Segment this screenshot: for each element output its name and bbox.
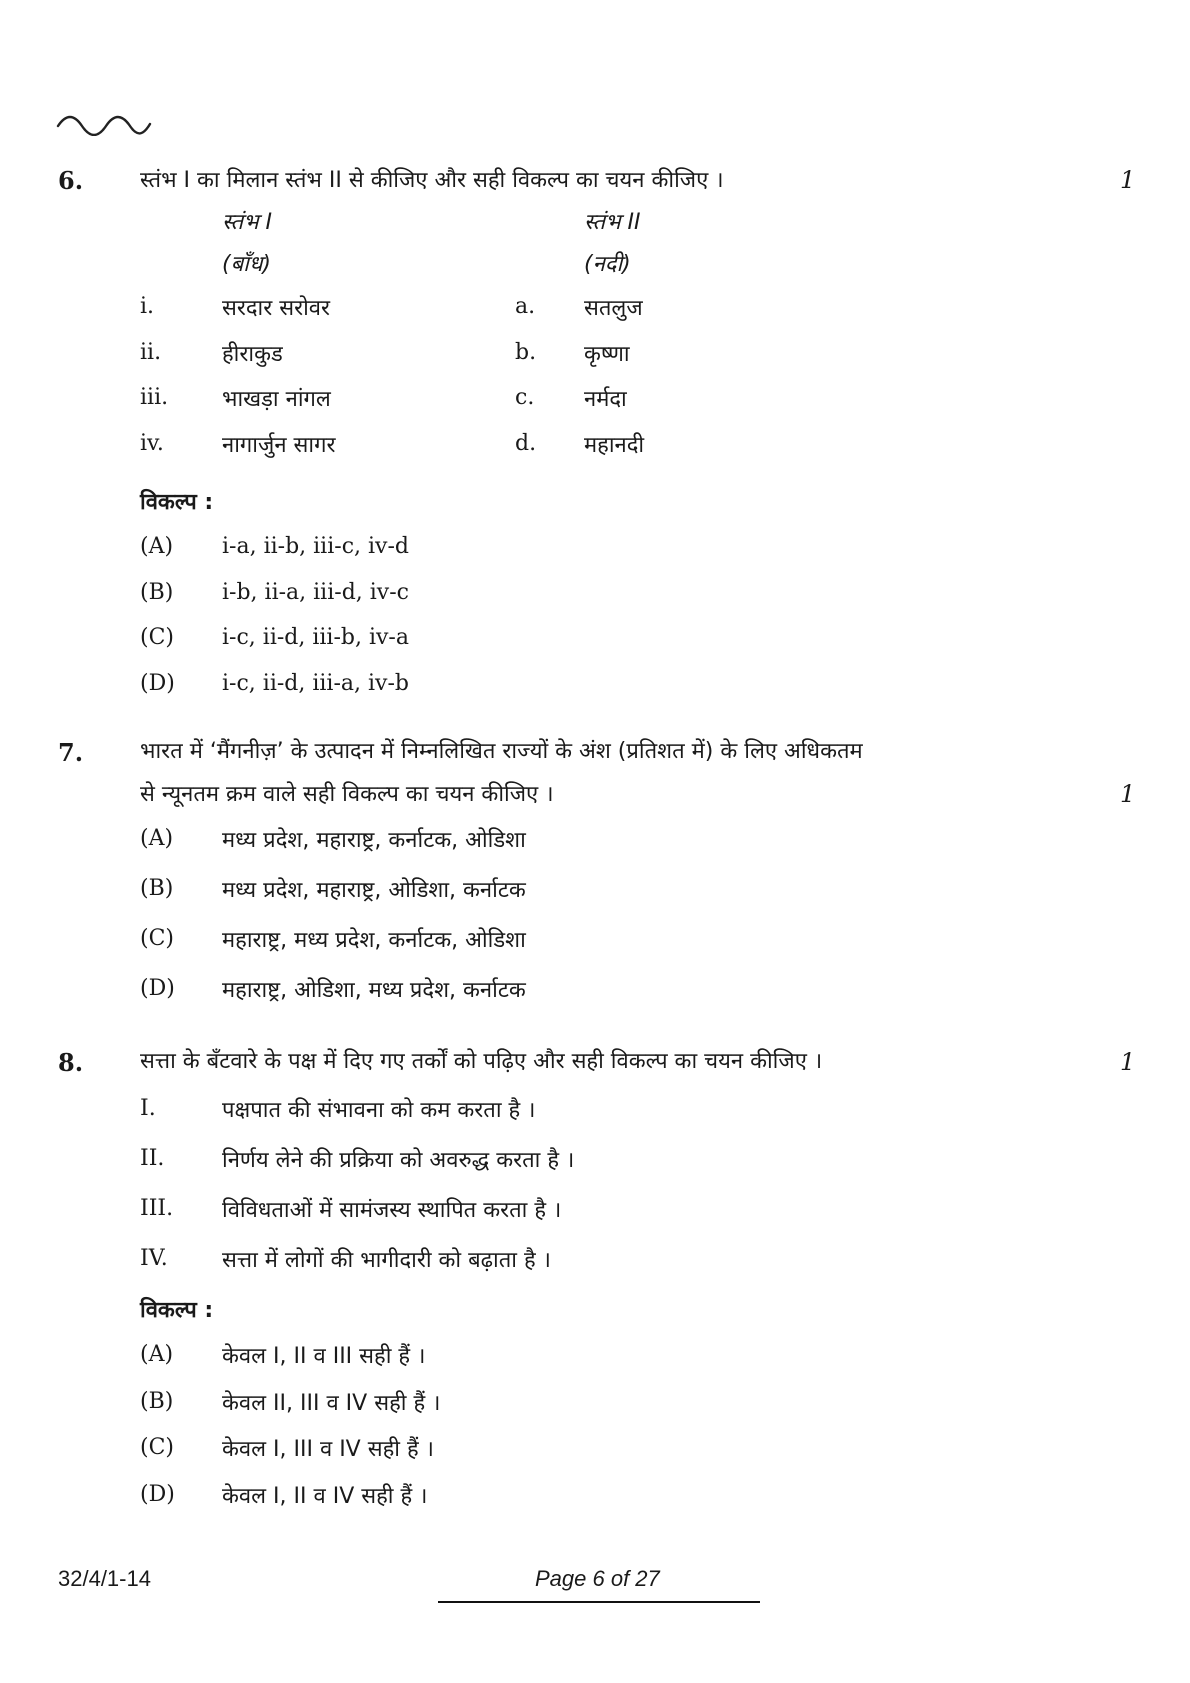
option-label-c: (C) xyxy=(140,1435,174,1460)
option-label-a: (A) xyxy=(140,1342,174,1367)
options-title: विकल्प : xyxy=(140,490,214,515)
question-text-line-2: से न्यूनतम क्रम वाले सही विकल्प का चयन कीजिए । xyxy=(140,782,554,807)
statement-label: IV. xyxy=(140,1246,168,1271)
statement-label: III. xyxy=(140,1196,174,1221)
river-name: कृष्णा xyxy=(584,342,630,367)
column-2-header: स्तंभ II xyxy=(584,210,641,235)
question-text: स्तंभ I का मिलान स्तंभ II से कीजिए और सही विकल्प का चयन कीजिए । xyxy=(140,168,724,193)
marks: 1 xyxy=(1120,780,1136,808)
row-label: b. xyxy=(515,340,537,365)
dam-name: हीराकुड xyxy=(222,342,283,367)
row-label: iv. xyxy=(140,431,164,456)
marks: 1 xyxy=(1120,1048,1136,1076)
column-2-subheader: (नदी) xyxy=(584,252,631,277)
statement-text: निर्णय लेने की प्रक्रिया को अवरुद्ध करता है । xyxy=(222,1148,575,1173)
question-text-line-1: भारत में ‘मैंगनीज़’ के उत्पादन में निम्नलिखित राज्यों के अंश (प्रतिशत में) के लिए अधिकतम xyxy=(140,739,863,764)
statement-text: विविधताओं में सामंजस्य स्थापित करता है । xyxy=(222,1198,562,1223)
option-label-a: (A) xyxy=(140,534,174,559)
row-label: d. xyxy=(515,431,537,456)
question-number: 7. xyxy=(58,738,84,767)
dam-name: सरदार सरोवर xyxy=(222,296,331,321)
marks: 1 xyxy=(1120,166,1136,194)
row-label: i. xyxy=(140,294,155,319)
option-a[interactable]: i-a, ii-b, iii-c, iv-d xyxy=(222,534,409,559)
question-number: 6. xyxy=(58,166,84,195)
question-number: 8. xyxy=(58,1048,84,1077)
statement-text: पक्षपात की संभावना को कम करता है । xyxy=(222,1098,536,1123)
option-d[interactable]: केवल I, II व IV सही हैं । xyxy=(222,1484,428,1509)
option-d[interactable]: महाराष्ट्र, ओडिशा, मध्य प्रदेश, कर्नाटक xyxy=(222,978,526,1003)
options-title: विकल्प : xyxy=(140,1298,214,1323)
row-label: iii. xyxy=(140,385,169,410)
wave-ornament-icon xyxy=(56,112,152,136)
option-label-d: (D) xyxy=(140,671,175,696)
row-label: a. xyxy=(515,294,536,319)
column-1-subheader: (बाँध) xyxy=(222,252,271,277)
option-b[interactable]: केवल II, III व IV सही हैं । xyxy=(222,1391,441,1416)
option-a[interactable]: केवल I, II व III सही हैं । xyxy=(222,1344,426,1369)
statement-label: II. xyxy=(140,1146,165,1171)
river-name: सतलुज xyxy=(584,296,643,321)
option-b[interactable]: i-b, ii-a, iii-d, iv-c xyxy=(222,580,409,605)
option-c[interactable]: केवल I, III व IV सही हैं । xyxy=(222,1437,434,1462)
dam-name: भाखड़ा नांगल xyxy=(222,387,331,412)
option-label-d: (D) xyxy=(140,976,175,1001)
option-label-c: (C) xyxy=(140,625,174,650)
row-label: ii. xyxy=(140,340,162,365)
river-name: नर्मदा xyxy=(584,387,627,412)
page-number: Page 6 of 27 xyxy=(535,1566,660,1591)
statement-text: सत्ता में लोगों की भागीदारी को बढ़ाता है । xyxy=(222,1248,551,1273)
option-c[interactable]: i-c, ii-d, iii-b, iv-a xyxy=(222,625,409,650)
option-a[interactable]: मध्य प्रदेश, महाराष्ट्र, कर्नाटक, ओडिशा xyxy=(222,828,526,853)
paper-code: 32/4/1-14 xyxy=(58,1566,151,1591)
column-1-header: स्तंभ I xyxy=(222,210,273,235)
footer-divider xyxy=(438,1601,760,1603)
option-label-d: (D) xyxy=(140,1482,175,1507)
option-c[interactable]: महाराष्ट्र, मध्य प्रदेश, कर्नाटक, ओडिशा xyxy=(222,928,526,953)
statement-label: I. xyxy=(140,1096,156,1121)
option-d[interactable]: i-c, ii-d, iii-a, iv-b xyxy=(222,671,409,696)
dam-name: नागार्जुन सागर xyxy=(222,433,336,458)
option-label-b: (B) xyxy=(140,1389,174,1414)
option-label-b: (B) xyxy=(140,876,174,901)
option-b[interactable]: मध्य प्रदेश, महाराष्ट्र, ओडिशा, कर्नाटक xyxy=(222,878,526,903)
option-label-c: (C) xyxy=(140,926,174,951)
river-name: महानदी xyxy=(584,433,645,458)
option-label-b: (B) xyxy=(140,580,174,605)
option-label-a: (A) xyxy=(140,826,174,851)
row-label: c. xyxy=(515,385,535,410)
question-text: सत्ता के बँटवारे के पक्ष में दिए गए तर्कों को पढ़िए और सही विकल्प का चयन कीजिए । xyxy=(140,1049,823,1074)
